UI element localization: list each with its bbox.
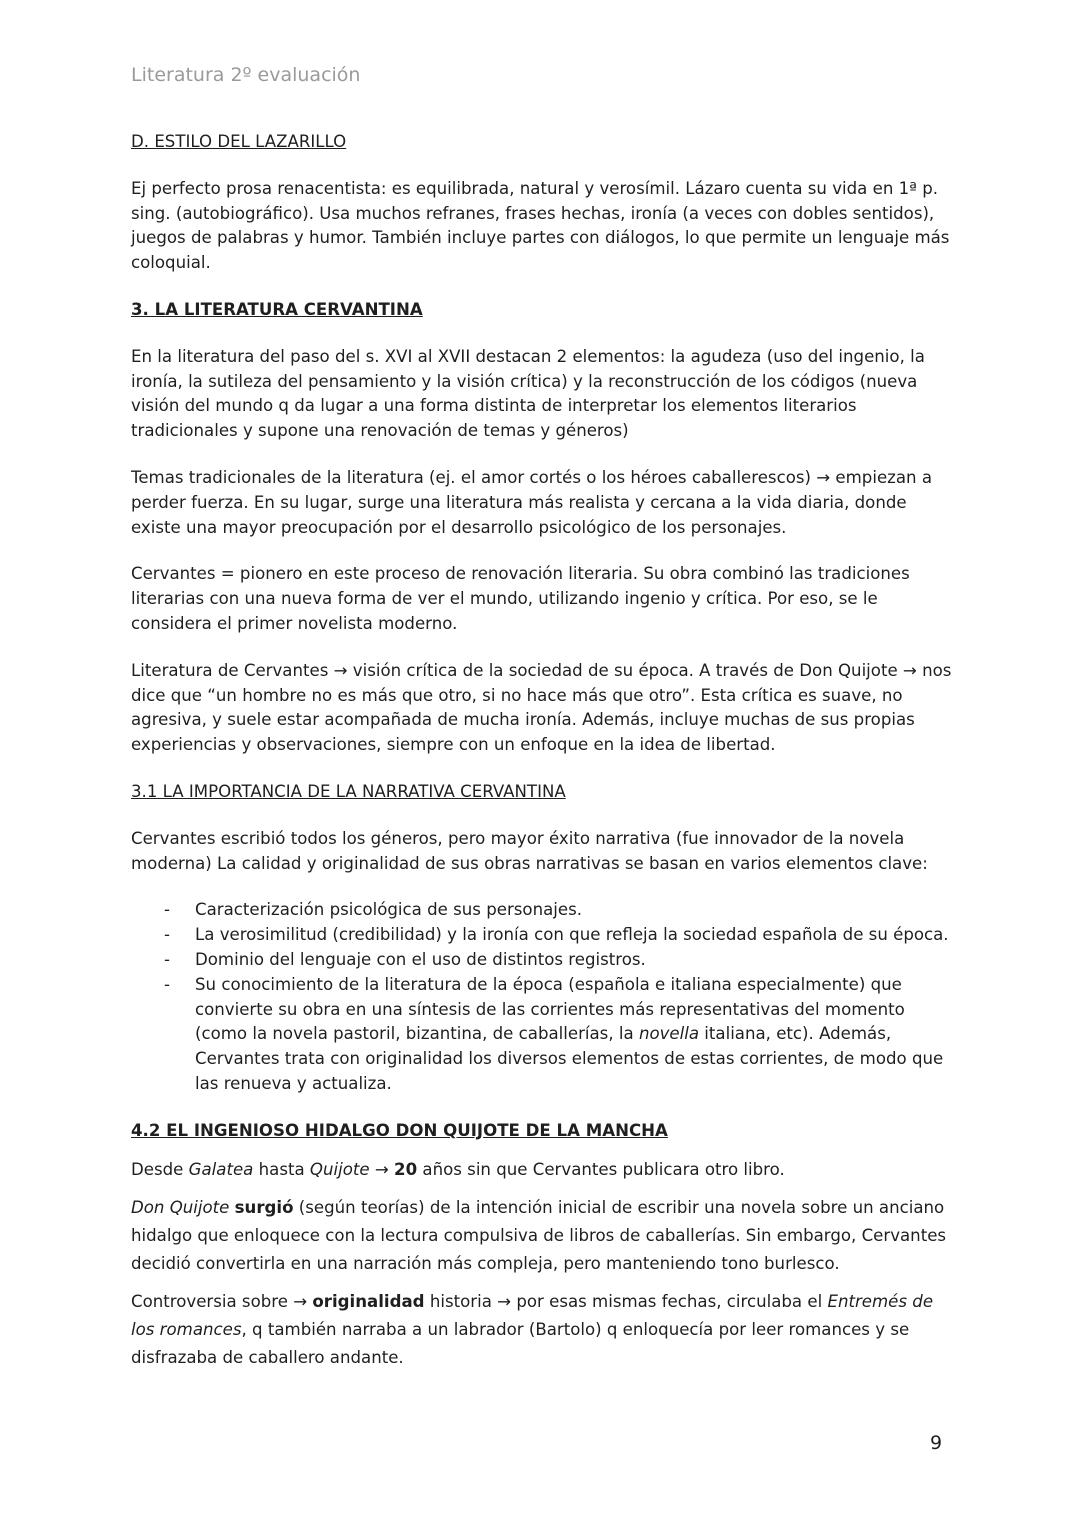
- italic-text: Don Quijote: [131, 1197, 230, 1217]
- section-d-heading: D. ESTILO DEL LAZARILLO: [131, 132, 347, 151]
- page-number: 9: [930, 1432, 943, 1454]
- italic-text: Quijote: [309, 1159, 370, 1179]
- text: hasta: [253, 1159, 310, 1179]
- list-item-italic: novella: [638, 1024, 700, 1044]
- bold-text: originalidad: [312, 1291, 425, 1311]
- bold-text: surgió: [234, 1197, 294, 1217]
- page-content: [131, 130, 961, 1372]
- section-3-paragraph-4: Literatura de Cervantes → visión crítica de la sociedad de su época. A través de Don Quijote → nos dice que “un hombre no es más que otro, si no hace más que otro”. Esta crítica es suave, no agresiva, y suele estar acompañada de mucha ironía. Además, incluye muchas de sus propias experiencias y observaciones, siempre con un enfoque en la idea de libertad.: [131, 660, 952, 755]
- list-item: - Caracterización psicológica de sus personajes.: [195, 898, 961, 923]
- text: Desde: [131, 1159, 189, 1179]
- section-3-heading: 3. LA LITERATURA CERVANTINA: [131, 299, 423, 319]
- list-item: - La verosimilitud (credibilidad) y la ironía con que refleja la sociedad española de su época.: [195, 923, 961, 948]
- list-item: - Dominio del lenguaje con el uso de distintos registros.: [195, 948, 961, 973]
- page-header: Literatura 2º evaluación: [131, 64, 361, 86]
- text: Controversia sobre →: [131, 1291, 313, 1311]
- section-3-1-list: [131, 898, 961, 1096]
- section-4-2-paragraph-2: [131, 1194, 961, 1278]
- list-item-text-a: Su conocimiento de la literatura de la época (española e italiana especialmente) que convierte su obra en una síntesis de las corrientes más representativas del momento (como la novela pastoril, bizantina, de caballerías, la: [195, 974, 905, 1044]
- section-3-1-heading: 3.1 LA IMPORTANCIA DE LA NARRATIVA CERVANTINA: [131, 781, 566, 801]
- section-3-paragraph-1: En la literatura del paso del s. XVI al XVII destacan 2 elementos: la agudeza (uso del ingenio, la ironía, la sutileza del pensamiento y la visión crítica) y la reconstrucción de los códigos (nueva visión del mundo q da lugar a una forma distinta de interpretar los elementos literarios tradicionales y supone una renovación de temas y géneros): [131, 346, 925, 441]
- section-3-paragraph-3: Cervantes = pionero en este proceso de renovación literaria. Su obra combinó las tradiciones literarias con una nueva forma de ver el mundo, utilizando ingenio y crítica. Por eso, se le considera el primer novelista moderno.: [131, 564, 910, 633]
- section-3-paragraph-2: Temas tradicionales de la literatura (ej. el amor cortés o los héroes caballerescos) → empiezan a perder fuerza. En su lugar, surge una literatura más realista y cercana a la vida diaria, donde existe una mayor preocupación por el desarrollo psicológico de los personajes.: [131, 467, 932, 537]
- section-d-paragraph: Ej perfecto prosa renacentista: es equilibrada, natural y verosímil. Lázaro cuenta su vida en 1ª p. sing. (autobiográfico). Usa muchos refranes, frases hechas, ironía (a veces con dobles sentidos), juegos de palabras y humor. También incluye partes con diálogos, lo que permite un lenguaje más coloquial.: [131, 178, 950, 273]
- section-3-1-paragraph: Cervantes escribió todos los géneros, pero mayor éxito narrativa (fue innovador de la novela moderna) La calidad y originalidad de sus obras narrativas se basan en varios elementos clave:: [131, 828, 928, 873]
- text: historia → por esas mismas fechas, circulaba el: [424, 1291, 828, 1311]
- section-4-2-paragraph-3: [131, 1288, 961, 1372]
- text: años sin que Cervantes publicara otro libro.: [417, 1159, 785, 1179]
- italic-text: Galatea: [188, 1159, 254, 1179]
- section-4-2-heading: 4.2 EL INGENIOSO HIDALGO DON QUIJOTE DE LA MANCHA: [131, 1120, 668, 1140]
- bold-text: 20: [394, 1159, 418, 1179]
- text: (según teorías) de la intención inicial de escribir una novela sobre un anciano hidalgo que enloquece con la lectura compulsiva de libros de caballerías. Sin embargo, Cervantes decidió convertirla en una narración más compleja, pero manteniendo tono burlesco.: [131, 1197, 947, 1273]
- section-4-2-paragraph-1: [131, 1156, 961, 1184]
- text: , q también narraba a un labrador (Bartolo) q enloquecía por leer romances y se disfrazaba de caballero andante.: [131, 1319, 910, 1367]
- italic-text: Entremés de los romances: [131, 1291, 934, 1339]
- list-item: [195, 973, 961, 1097]
- list-item-text-b: italiana, etc). Además, Cervantes trata con originalidad los diversos elementos de estas corrientes, de modo que las renueva y actualiza.: [195, 1024, 944, 1093]
- text: →: [369, 1159, 395, 1179]
